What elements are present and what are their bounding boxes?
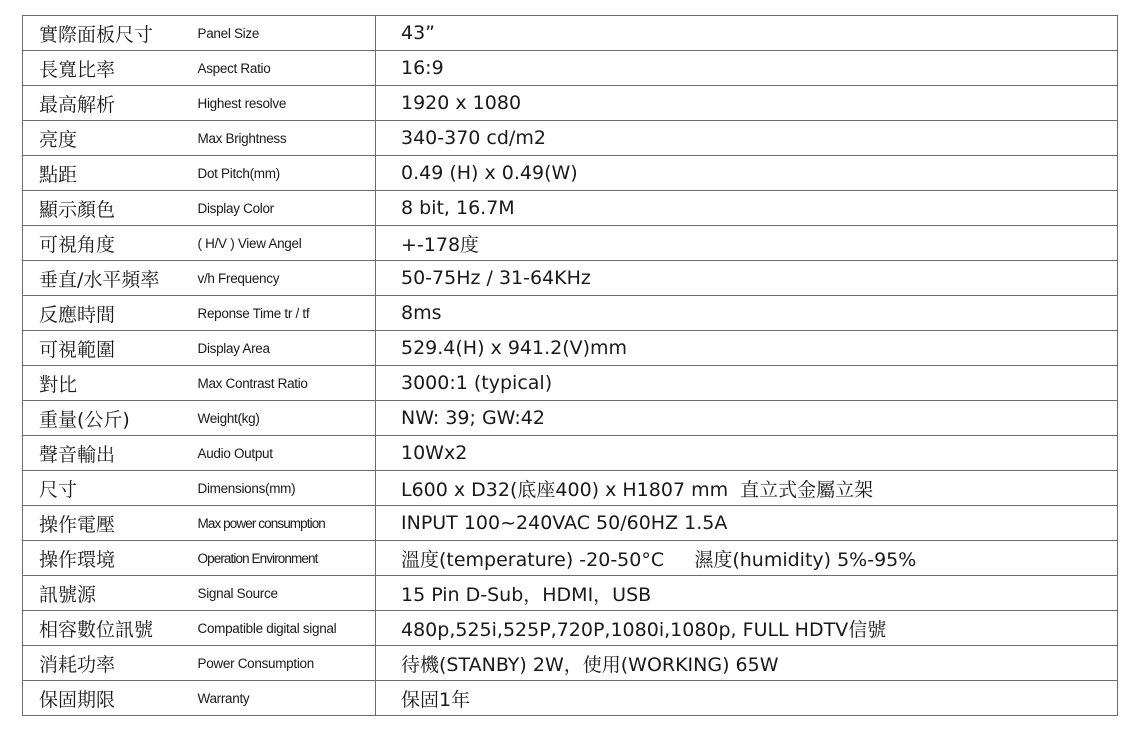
spec-row: [23, 16, 1118, 51]
spec-label-zh: 操作電壓: [23, 506, 178, 541]
spec-value: 待機(STANBY) 2W，使用(WORKING) 65W: [376, 646, 1118, 681]
spec-row: [23, 226, 1118, 261]
spec-row: [23, 51, 1118, 86]
spec-row: [23, 541, 1118, 576]
spec-label-en: Warranty: [178, 681, 376, 716]
spec-label-zh: 反應時間: [23, 296, 178, 331]
spec-label-en: Dimensions(mm): [178, 471, 376, 506]
spec-value: 3000:1 (typical): [376, 366, 1118, 401]
spec-label-zh: 可視範圍: [23, 331, 178, 366]
spec-value: 溫度(temperature) -20-50°C 濕度(humidity) 5%-95%: [376, 541, 1118, 576]
spec-row: [23, 86, 1118, 121]
spec-row: [23, 191, 1118, 226]
spec-label-zh: 聲音輸出: [23, 436, 178, 471]
spec-label-en: Audio Output: [178, 436, 376, 471]
spec-label-en: Highest resolve: [178, 86, 376, 121]
spec-label-en: Display Area: [178, 331, 376, 366]
spec-row: [23, 401, 1118, 436]
spec-label-en: Max Contrast Ratio: [178, 366, 376, 401]
spec-value: 10Wx2: [376, 436, 1118, 471]
spec-label-en: Signal Source: [178, 576, 376, 611]
spec-value: 480p,525i,525P,720P,1080i,1080p, FULL HDTV信號: [376, 611, 1118, 646]
spec-label-zh: 長寬比率: [23, 51, 178, 86]
spec-value: 15 Pin D-Sub，HDMI，USB: [376, 576, 1118, 611]
spec-label-zh: 操作環境: [23, 541, 178, 576]
spec-label-zh: 消耗功率: [23, 646, 178, 681]
spec-label-zh: 保固期限: [23, 681, 178, 716]
spec-label-zh: 最高解析: [23, 86, 178, 121]
spec-row: [23, 576, 1118, 611]
spec-label-zh: 亮度: [23, 121, 178, 156]
spec-row: [23, 156, 1118, 191]
spec-row: [23, 471, 1118, 506]
spec-value: 8 bit, 16.7M: [376, 191, 1118, 226]
spec-label-en: v/h Frequency: [178, 261, 376, 296]
spec-value: 1920 x 1080: [376, 86, 1118, 121]
spec-value: 8ms: [376, 296, 1118, 331]
spec-row: [23, 366, 1118, 401]
spec-value: 529.4(H) x 941.2(V)mm: [376, 331, 1118, 366]
spec-value: 保固1年: [376, 681, 1118, 716]
spec-value: INPUT 100~240VAC 50/60HZ 1.5A: [376, 506, 1118, 541]
spec-row: [23, 331, 1118, 366]
spec-row: [23, 611, 1118, 646]
spec-value: 0.49 (H) x 0.49(W): [376, 156, 1118, 191]
spec-label-zh: 點距: [23, 156, 178, 191]
spec-label-en: Operation Environment: [178, 541, 376, 576]
spec-label-en: Weight(kg): [178, 401, 376, 436]
spec-label-en: Max Brightness: [178, 121, 376, 156]
spec-row: [23, 506, 1118, 541]
spec-label-en: Max power consumption: [178, 506, 376, 541]
spec-label-en: Dot Pitch(mm): [178, 156, 376, 191]
spec-label-zh: 訊號源: [23, 576, 178, 611]
spec-row: [23, 681, 1118, 716]
spec-row: [23, 261, 1118, 296]
spec-label-zh: 實際面板尺寸: [23, 16, 178, 51]
spec-row: [23, 121, 1118, 156]
spec-label-zh: 對比: [23, 366, 178, 401]
spec-label-zh: 重量(公斤): [23, 401, 178, 436]
spec-value: 43”: [376, 16, 1118, 51]
spec-value: L600 x D32(底座400) x H1807 mm 直立式金屬立架: [376, 471, 1118, 506]
spec-table-body: [23, 16, 1118, 716]
spec-label-en: Power Consumption: [178, 646, 376, 681]
spec-row: [23, 436, 1118, 471]
spec-label-en: Reponse Time tr / tf: [178, 296, 376, 331]
spec-value: +-178度: [376, 226, 1118, 261]
spec-value: NW: 39; GW:42: [376, 401, 1118, 436]
spec-label-zh: 尺寸: [23, 471, 178, 506]
spec-label-en: Display Color: [178, 191, 376, 226]
spec-row: [23, 646, 1118, 681]
spec-value: 50-75Hz / 31-64KHz: [376, 261, 1118, 296]
spec-label-en: Compatible digital signal: [178, 611, 376, 646]
spec-table: [22, 15, 1118, 716]
spec-label-zh: 垂直/水平頻率: [23, 261, 178, 296]
spec-label-en: Panel Size: [178, 16, 376, 51]
spec-value: 340-370 cd/m2: [376, 121, 1118, 156]
spec-label-en: Aspect Ratio: [178, 51, 376, 86]
spec-row: [23, 296, 1118, 331]
spec-label-zh: 相容數位訊號: [23, 611, 178, 646]
spec-value: 16:9: [376, 51, 1118, 86]
spec-label-zh: 可視角度: [23, 226, 178, 261]
spec-label-zh: 顯示顏色: [23, 191, 178, 226]
spec-label-en: ( H/V ) View Angel: [178, 226, 376, 261]
